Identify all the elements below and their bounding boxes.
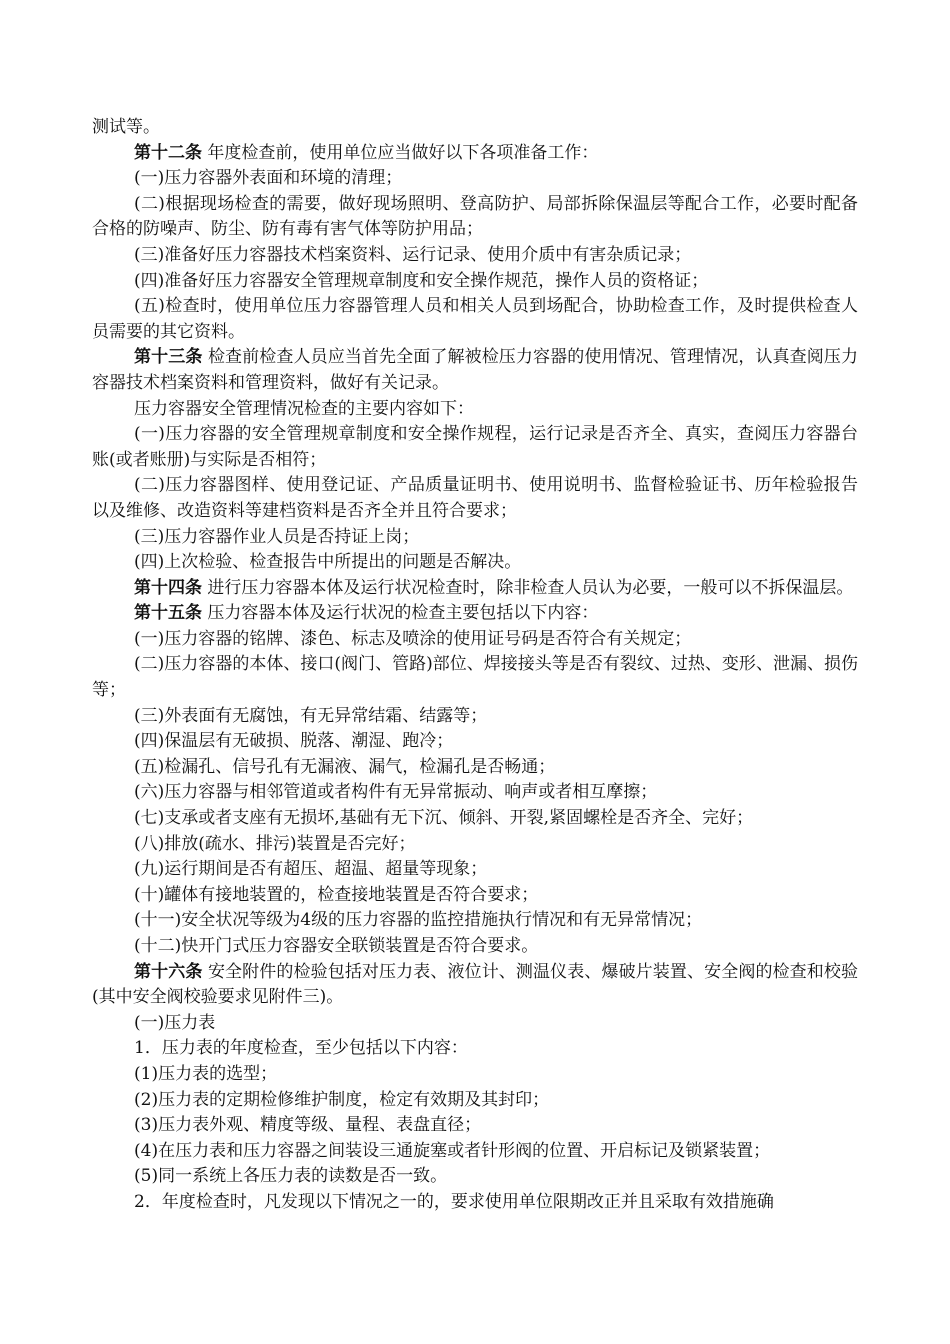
paragraph bbox=[92, 294, 858, 345]
article-heading: 第十五条 bbox=[134, 603, 202, 624]
paragraph-text: (八)排放(疏水、排污)装置是否完好； bbox=[134, 833, 416, 854]
paragraph-text: (二)压力容器的本体、接口(阀门、管路)部位、焊接接头等是否有裂纹、过热、变形、泄漏、损伤等； bbox=[92, 654, 858, 701]
paragraph-text: (四)上次检验、检查报告中所提出的问题是否解决。 bbox=[134, 552, 522, 573]
paragraph bbox=[92, 166, 858, 192]
paragraph-text: (五)检漏孔、信号孔有无漏液、漏气，检漏孔是否畅通； bbox=[134, 756, 556, 777]
paragraph bbox=[92, 960, 858, 1011]
paragraph bbox=[92, 857, 858, 883]
paragraph-text: (二)根据现场检查的需要，做好现场照明、登高防护、局部拆除保温层等配合工作，必要时配备合格的防噪声、防尘、防有毒有害气体等防护用品； bbox=[92, 193, 858, 240]
paragraph bbox=[92, 550, 858, 576]
paragraph bbox=[92, 141, 858, 167]
paragraph-text: (1)压力表的选型； bbox=[134, 1063, 278, 1084]
paragraph-text: (十二)快开门式压力容器安全联锁装置是否符合要求。 bbox=[134, 936, 539, 956]
paragraph-text: (一)压力容器的铭牌、漆色、标志及喷涂的使用证号码是否符合有关规定； bbox=[134, 628, 692, 649]
article-heading: 第十四条 bbox=[134, 577, 202, 598]
paragraph bbox=[92, 832, 858, 858]
paragraph bbox=[92, 1036, 858, 1062]
paragraph bbox=[92, 1011, 858, 1037]
paragraph-text: 年度检查前，使用单位应当做好以下各项准备工作： bbox=[202, 142, 599, 163]
paragraph bbox=[92, 269, 858, 295]
paragraph-text: (九)运行期间是否有超压、超温、超量等现象； bbox=[134, 859, 488, 880]
paragraph-text: (三)压力容器作业人员是否持证上岗； bbox=[134, 526, 420, 547]
paragraph bbox=[92, 704, 858, 730]
paragraph bbox=[92, 601, 858, 627]
paragraph-text: 测试等。 bbox=[92, 117, 160, 137]
paragraph bbox=[92, 525, 858, 551]
paragraph-text: (3)压力表外观、精度等级、量程、表盘直径； bbox=[134, 1115, 482, 1136]
paragraph bbox=[92, 627, 858, 653]
paragraph bbox=[92, 1164, 858, 1190]
paragraph-text: (七)支承或者支座有无损坏,基础有无下沉、倾斜、开裂,紧固螺栓是否齐全、完好； bbox=[134, 808, 754, 829]
paragraph-text: 2．年度检查时，凡发现以下情况之一的，要求使用单位限期改正并且采取有效措施确 bbox=[134, 1191, 774, 1212]
paragraph bbox=[92, 115, 858, 141]
paragraph-text: (六)压力容器与相邻管道或者构件有无异常振动、响声或者相互摩擦； bbox=[134, 782, 658, 803]
paragraph-text: (四)保温层有无破损、脱落、潮湿、跑冷； bbox=[134, 731, 454, 752]
paragraph-text: (三)准备好压力容器技术档案资料、运行记录、使用介质中有害杂质记录； bbox=[134, 244, 692, 265]
paragraph-text: (一)压力容器的安全管理规章制度和安全操作规程，运行记录是否齐全、真实，查阅压力容器台账(或者账册)与实际是否相符； bbox=[92, 424, 858, 470]
paragraph bbox=[92, 908, 858, 934]
paragraph bbox=[92, 192, 858, 243]
paragraph-text: 安全附件的检验包括对压力表、液位计、测温仪表、爆破片装置、安全阀的检查和校验(其中安全阀校验要求见附件三)。 bbox=[92, 961, 858, 1008]
paragraph bbox=[92, 243, 858, 269]
paragraph-text: 进行压力容器本体及运行状况检查时，除非检查人员认为必要，一般可以不拆保温层。 bbox=[202, 577, 854, 598]
paragraph-text: 压力容器本体及运行状况的检查主要包括以下内容： bbox=[202, 603, 599, 624]
paragraph bbox=[92, 934, 858, 960]
paragraph-text: (2)压力表的定期检修维护制度，检定有效期及其封印； bbox=[134, 1089, 550, 1110]
paragraph-text: (一)压力表 bbox=[134, 1012, 216, 1033]
paragraph-text: 1．压力表的年度检查，至少包括以下内容： bbox=[134, 1038, 468, 1059]
paragraph bbox=[92, 780, 858, 806]
paragraph bbox=[92, 883, 858, 909]
paragraph bbox=[92, 1190, 858, 1216]
paragraph bbox=[92, 729, 858, 755]
paragraph-text: (4)在压力表和压力容器之间装设三通旋塞或者针形阀的位置、开启标记及锁紧装置； bbox=[134, 1140, 771, 1161]
paragraph bbox=[92, 397, 858, 423]
paragraph bbox=[92, 652, 858, 703]
paragraph-text: (十一)安全状况等级为4级的压力容器的监控措施执行情况和有无异常情况； bbox=[134, 910, 703, 931]
paragraph bbox=[92, 345, 858, 396]
paragraph bbox=[92, 1139, 858, 1165]
paragraph bbox=[92, 1088, 858, 1114]
paragraph-text: (二)压力容器图样、使用登记证、产品质量证明书、使用说明书、监督检验证书、历年检验报告以及维修、改造资料等建档资料是否齐全并且符合要求； bbox=[92, 475, 858, 521]
paragraph-text: 检查前检查人员应当首先全面了解被检压力容器的使用情况、管理情况，认真查阅压力容器技术档案资料和管理资料，做好有关记录。 bbox=[92, 347, 858, 393]
paragraph-text: (一)压力容器外表面和环境的清理； bbox=[134, 168, 403, 189]
paragraph bbox=[92, 422, 858, 473]
paragraph bbox=[92, 755, 858, 781]
article-heading: 第十三条 bbox=[134, 347, 203, 368]
paragraph bbox=[92, 1113, 858, 1139]
paragraph-text: 压力容器安全管理情况检查的主要内容如下： bbox=[134, 398, 474, 419]
paragraph-text: (四)准备好压力容器安全管理规章制度和安全操作规范，操作人员的资格证； bbox=[134, 270, 709, 291]
paragraph-text: (五)检查时，使用单位压力容器管理人员和相关人员到场配合，协助检查工作，及时提供检查人员需要的其它资料。 bbox=[92, 296, 858, 342]
article-heading: 第十六条 bbox=[134, 961, 203, 982]
paragraph-text: (十)罐体有接地装置的，检查接地装置是否符合要求； bbox=[134, 884, 539, 905]
paragraph-text: (三)外表面有无腐蚀，有无异常结霜、结露等； bbox=[134, 705, 488, 726]
paragraph-text: (5)同一系统上各压力表的读数是否一致。 bbox=[134, 1166, 448, 1187]
paragraph bbox=[92, 576, 858, 602]
article-heading: 第十二条 bbox=[134, 142, 202, 163]
paragraph bbox=[92, 806, 858, 832]
paragraph bbox=[92, 1062, 858, 1088]
paragraph bbox=[92, 473, 858, 524]
